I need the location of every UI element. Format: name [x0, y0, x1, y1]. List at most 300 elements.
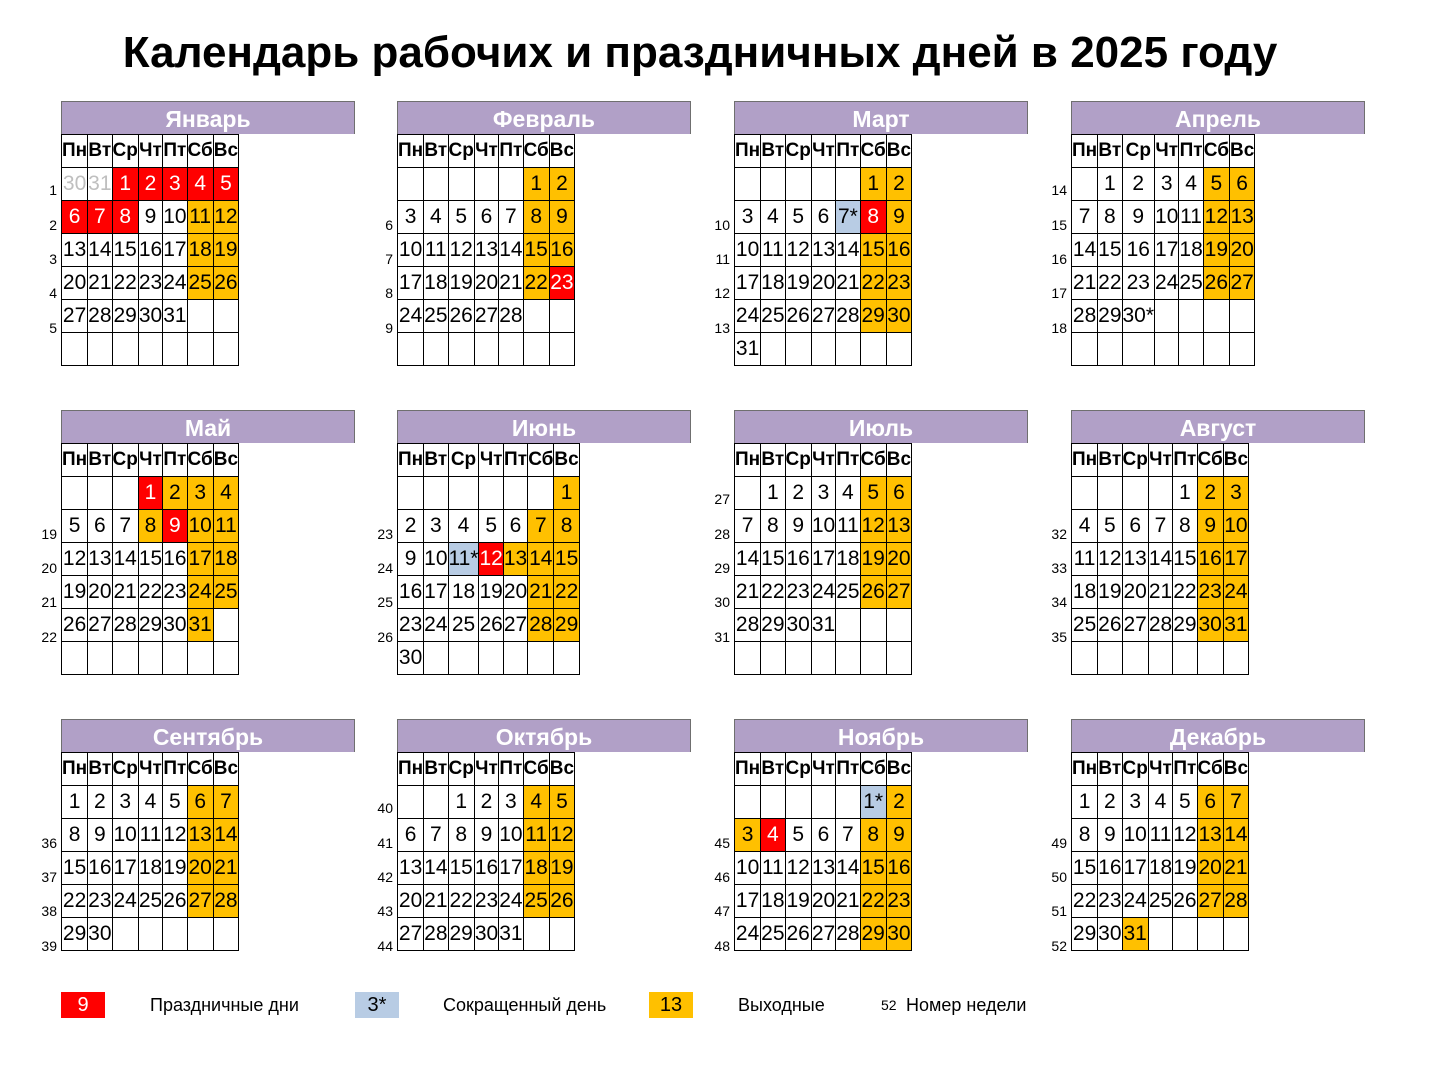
day-cell: 15	[523, 234, 549, 267]
day-cell: 14	[1223, 819, 1248, 852]
week-number: 27	[714, 491, 730, 508]
day-cell: 16	[138, 234, 162, 267]
week-number: 22	[41, 628, 57, 645]
day-cell: 17	[811, 543, 835, 576]
week-number: 37	[41, 868, 57, 885]
weekday-header: Вс	[886, 135, 911, 168]
day-cell: 30	[886, 300, 911, 333]
day-cell: 27	[811, 918, 835, 951]
day-cell: 28	[112, 609, 138, 642]
day-cell: 2	[549, 168, 574, 201]
week-row	[62, 609, 239, 642]
day-cell: 27	[62, 300, 88, 333]
legend-weekend-label: Выходные	[738, 995, 825, 1015]
week-row	[398, 300, 575, 333]
empty-cell	[1203, 333, 1229, 366]
weekday-header: Вс	[213, 135, 238, 168]
day-cell: 23	[1098, 885, 1122, 918]
day-cell: 29	[112, 300, 138, 333]
weekday-header: Вт	[1098, 444, 1122, 477]
day-cell: 22	[860, 885, 886, 918]
day-cell: 11	[761, 852, 785, 885]
day-cell: 19	[1098, 576, 1122, 609]
week-row	[1072, 477, 1249, 510]
weekday-header: Вс	[554, 444, 579, 477]
day-cell: 5	[1173, 786, 1197, 819]
day-cell: 31	[811, 609, 835, 642]
day-cell: 19	[1203, 234, 1229, 267]
day-cell: 28	[1223, 885, 1248, 918]
day-cell: 8	[554, 510, 579, 543]
empty-cell	[138, 333, 162, 366]
day-cell: 26	[549, 885, 574, 918]
week-number: 36	[41, 834, 57, 851]
empty-cell	[88, 333, 112, 366]
week-number: 7	[385, 250, 393, 267]
day-cell: 28	[88, 300, 112, 333]
day-cell: 23	[886, 267, 911, 300]
day-cell: 28	[836, 918, 860, 951]
day-cell: 21	[836, 267, 860, 300]
weekday-header: Пт	[836, 444, 860, 477]
empty-cell	[785, 168, 811, 201]
day-cell: 4	[761, 819, 785, 852]
week-number: 24	[377, 559, 393, 576]
empty-cell	[398, 333, 424, 366]
weekday-header: Ср	[112, 444, 138, 477]
month-grid	[734, 752, 912, 951]
day-cell: 6	[1122, 510, 1148, 543]
day-cell: 24	[424, 609, 448, 642]
day-cell: 8	[1173, 510, 1197, 543]
legend-holiday-label: Праздничные дни	[150, 995, 299, 1015]
day-cell: 17	[1122, 852, 1148, 885]
day-cell: 17	[499, 852, 523, 885]
day-cell: 24	[163, 267, 187, 300]
day-cell: 20	[62, 267, 88, 300]
day-cell: 18	[761, 267, 785, 300]
week-row	[398, 510, 580, 543]
empty-cell	[112, 642, 138, 675]
weekday-header: Пт	[1173, 753, 1197, 786]
day-cell: 2	[1197, 477, 1223, 510]
day-cell: 1	[761, 477, 785, 510]
day-cell: 13	[1197, 819, 1223, 852]
weekday-header: Сб	[523, 753, 549, 786]
day-cell: 26	[860, 576, 886, 609]
week-row	[1072, 576, 1249, 609]
day-cell: 14	[836, 852, 860, 885]
day-cell: 10	[1122, 819, 1148, 852]
day-cell: 11	[1179, 201, 1203, 234]
empty-cell	[860, 642, 886, 675]
day-cell: 12	[1203, 201, 1229, 234]
day-cell: 14	[424, 852, 448, 885]
empty-cell	[163, 918, 187, 951]
day-cell: 19	[479, 576, 503, 609]
empty-cell	[523, 300, 549, 333]
week-number: 50	[1051, 868, 1067, 885]
empty-cell	[398, 786, 424, 819]
empty-cell	[424, 786, 448, 819]
week-number: 35	[1051, 628, 1067, 645]
week-number: 20	[41, 559, 57, 576]
weekday-header-row	[735, 753, 912, 786]
week-number: 43	[377, 903, 393, 920]
day-cell: 19	[785, 885, 811, 918]
empty-cell	[886, 609, 911, 642]
day-cell: 4	[523, 786, 549, 819]
month-grid	[397, 752, 575, 951]
weekday-header: Пн	[1072, 444, 1098, 477]
day-cell: 9	[398, 543, 424, 576]
empty-cell	[479, 642, 503, 675]
empty-cell	[424, 333, 448, 366]
weekday-header: Вс	[886, 444, 911, 477]
weekday-header: Пт	[499, 753, 523, 786]
day-cell: 12	[163, 819, 187, 852]
day-cell: 30	[62, 168, 88, 201]
empty-cell	[1155, 300, 1179, 333]
weekday-header-row	[735, 444, 912, 477]
week-row	[62, 642, 239, 675]
day-cell: 7	[836, 819, 860, 852]
empty-cell	[448, 168, 474, 201]
empty-cell	[187, 642, 213, 675]
day-cell: 15	[62, 852, 88, 885]
legend-short-label: Сокращенный день	[443, 995, 607, 1015]
weekday-header-row	[62, 135, 239, 168]
week-row	[398, 333, 575, 366]
day-cell: 3	[112, 786, 138, 819]
weekday-header: Ср	[1122, 135, 1155, 168]
day-cell: 28	[735, 609, 761, 642]
week-number: 38	[41, 903, 57, 920]
day-cell: 12	[448, 234, 474, 267]
day-cell: 4	[187, 168, 213, 201]
day-cell: 4	[836, 477, 860, 510]
day-cell: 10	[735, 852, 761, 885]
legend-short-swatch: 3*	[355, 992, 399, 1018]
empty-cell	[1197, 642, 1223, 675]
week-row	[398, 477, 580, 510]
empty-cell	[549, 918, 574, 951]
empty-cell	[1223, 642, 1248, 675]
day-cell: 23	[1122, 267, 1155, 300]
weekday-header: Вс	[1223, 753, 1248, 786]
month-name: Апрель	[1071, 101, 1365, 134]
month-name: Июнь	[397, 410, 691, 443]
week-row	[398, 267, 575, 300]
weekday-header-row	[398, 135, 575, 168]
empty-cell	[448, 333, 474, 366]
day-cell: 14	[88, 234, 112, 267]
day-cell: 7	[112, 510, 138, 543]
weekday-header: Пн	[735, 444, 761, 477]
empty-cell	[62, 333, 88, 366]
day-cell: 11	[1148, 819, 1172, 852]
empty-cell	[836, 168, 860, 201]
day-cell: 16	[886, 852, 911, 885]
day-cell: 26	[62, 609, 88, 642]
day-cell: 5	[785, 201, 811, 234]
day-cell: 16	[474, 852, 498, 885]
empty-cell	[213, 300, 238, 333]
empty-cell	[1098, 642, 1122, 675]
day-cell: 3	[735, 201, 761, 234]
weekday-header: Сб	[860, 753, 886, 786]
week-row	[62, 918, 239, 951]
day-cell: 5	[1203, 168, 1229, 201]
day-cell: 21	[1223, 852, 1248, 885]
day-cell: 16	[398, 576, 424, 609]
day-cell: 30	[138, 300, 162, 333]
week-number: 33	[1051, 559, 1067, 576]
day-cell: 2	[88, 786, 112, 819]
day-cell: 2	[1098, 786, 1122, 819]
month-name: Август	[1071, 410, 1365, 443]
week-row	[735, 543, 912, 576]
day-cell: 20	[1122, 576, 1148, 609]
empty-cell	[187, 333, 213, 366]
weekday-header-row	[1072, 753, 1249, 786]
weekday-header: Вт	[761, 753, 785, 786]
month-grid	[734, 443, 912, 675]
day-cell: 11	[761, 234, 785, 267]
week-row	[1072, 786, 1249, 819]
empty-cell	[811, 642, 835, 675]
day-cell: 29	[138, 609, 162, 642]
empty-cell	[523, 333, 549, 366]
day-cell: 2	[474, 786, 498, 819]
day-cell: 26	[479, 609, 503, 642]
day-cell: 10	[735, 234, 761, 267]
day-cell: 24	[398, 300, 424, 333]
day-cell: 6	[398, 819, 424, 852]
day-cell: 8	[523, 201, 549, 234]
day-cell: 27	[1197, 885, 1223, 918]
day-cell: 15	[860, 234, 886, 267]
day-cell: 30	[785, 609, 811, 642]
day-cell: 31	[1122, 918, 1148, 951]
day-cell: 19	[785, 267, 811, 300]
weekday-header: Чт	[474, 135, 498, 168]
day-cell: 17	[398, 267, 424, 300]
empty-cell	[836, 786, 860, 819]
day-cell: 23	[886, 885, 911, 918]
day-cell: 25	[448, 609, 479, 642]
day-cell: 25	[187, 267, 213, 300]
week-number: 19	[41, 525, 57, 542]
weekday-header: Вт	[424, 444, 448, 477]
week-number: 46	[714, 868, 730, 885]
day-cell: 5	[549, 786, 574, 819]
day-cell: 24	[499, 885, 523, 918]
week-number: 14	[1051, 182, 1067, 199]
empty-cell	[62, 642, 88, 675]
day-cell: 2	[886, 786, 911, 819]
week-row	[1072, 267, 1255, 300]
week-number: 28	[714, 525, 730, 542]
week-row	[1072, 543, 1249, 576]
empty-cell	[503, 642, 527, 675]
weekday-header-row	[1072, 135, 1255, 168]
day-cell: 25	[1179, 267, 1203, 300]
day-cell: 5	[448, 201, 474, 234]
day-cell: 20	[474, 267, 498, 300]
day-cell: 9	[785, 510, 811, 543]
week-number: 29	[714, 559, 730, 576]
week-number: 52	[1051, 937, 1067, 954]
week-row	[398, 819, 575, 852]
week-row	[62, 852, 239, 885]
day-cell: 14	[1148, 543, 1172, 576]
weekday-header: Пн	[1072, 753, 1098, 786]
weekday-header: Чт	[138, 753, 162, 786]
week-row	[735, 819, 912, 852]
empty-cell	[528, 477, 554, 510]
day-cell: 16	[88, 852, 112, 885]
weekday-header: Вс	[549, 135, 574, 168]
weekday-header-row	[398, 444, 580, 477]
empty-cell	[523, 918, 549, 951]
day-cell: 13	[1122, 543, 1148, 576]
empty-cell	[1197, 918, 1223, 951]
day-cell: 2	[785, 477, 811, 510]
day-cell: 21	[213, 852, 238, 885]
month-grid	[734, 134, 912, 366]
day-cell: 27	[398, 918, 424, 951]
empty-cell	[860, 333, 886, 366]
day-cell: 2	[163, 477, 187, 510]
week-number: 40	[377, 800, 393, 817]
day-cell: 9	[474, 819, 498, 852]
weekday-header: Пт	[163, 753, 187, 786]
week-row	[62, 819, 239, 852]
weekday-header: Пт	[836, 135, 860, 168]
weekday-header: Вс	[1223, 444, 1248, 477]
day-cell: 23	[549, 267, 574, 300]
weekday-header: Чт	[811, 135, 835, 168]
day-cell: 14	[499, 234, 523, 267]
day-cell: 24	[735, 918, 761, 951]
weekday-header: Вс	[213, 753, 238, 786]
week-row	[62, 477, 239, 510]
week-number: 13	[714, 319, 730, 336]
day-cell: 25	[1148, 885, 1172, 918]
empty-cell	[1072, 168, 1098, 201]
day-cell: 28	[528, 609, 554, 642]
day-cell: 4	[1072, 510, 1098, 543]
weekday-header: Чт	[811, 753, 835, 786]
weekday-header-row	[1072, 444, 1249, 477]
week-number: 31	[714, 628, 730, 645]
day-cell: 25	[1072, 609, 1098, 642]
day-cell: 9	[1098, 819, 1122, 852]
week-number: 8	[385, 285, 393, 302]
weekday-header: Сб	[1197, 444, 1223, 477]
day-cell: 21	[88, 267, 112, 300]
day-cell: 19	[549, 852, 574, 885]
day-cell: 28	[1072, 300, 1098, 333]
day-cell: 27	[187, 885, 213, 918]
weekday-header: Пн	[1072, 135, 1098, 168]
weekday-header: Ср	[112, 753, 138, 786]
day-cell: 7	[424, 819, 448, 852]
week-number: 15	[1051, 216, 1067, 233]
week-row	[398, 201, 575, 234]
day-cell: 23	[138, 267, 162, 300]
day-cell: 28	[1148, 609, 1172, 642]
day-cell: 24	[112, 885, 138, 918]
day-cell: 22	[554, 576, 579, 609]
day-cell: 9	[138, 201, 162, 234]
empty-cell	[62, 477, 88, 510]
weekday-header: Пн	[398, 444, 424, 477]
day-cell: 5	[62, 510, 88, 543]
weekday-header-row	[62, 444, 239, 477]
day-cell: 29	[860, 918, 886, 951]
week-number: 44	[377, 937, 393, 954]
day-cell: 26	[1203, 267, 1229, 300]
empty-cell	[735, 477, 761, 510]
empty-cell	[398, 168, 424, 201]
day-cell: 16	[1098, 852, 1122, 885]
day-cell: 15	[448, 852, 474, 885]
weekday-header: Пт	[163, 135, 187, 168]
day-cell: 25	[836, 576, 860, 609]
day-cell: 29	[554, 609, 579, 642]
day-cell: 24	[1223, 576, 1248, 609]
day-cell: 4	[213, 477, 238, 510]
day-cell: 22	[860, 267, 886, 300]
day-cell: 8	[860, 819, 886, 852]
day-cell: 17	[735, 885, 761, 918]
day-cell: 13	[811, 852, 835, 885]
day-cell: 10	[1223, 510, 1248, 543]
day-cell: 27	[503, 609, 527, 642]
day-cell: 26	[213, 267, 238, 300]
empty-cell	[1072, 477, 1098, 510]
day-cell: 30	[1197, 609, 1223, 642]
day-cell: 27	[811, 300, 835, 333]
day-cell: 6	[62, 201, 88, 234]
day-cell: 29	[62, 918, 88, 951]
day-cell: 26	[785, 300, 811, 333]
day-cell: 21	[528, 576, 554, 609]
week-row	[1072, 852, 1249, 885]
empty-cell	[213, 609, 238, 642]
weekday-header: Сб	[1197, 753, 1223, 786]
day-cell: 28	[213, 885, 238, 918]
day-cell: 31	[735, 333, 761, 366]
empty-cell	[761, 168, 785, 201]
empty-cell	[735, 168, 761, 201]
empty-cell	[138, 642, 162, 675]
week-row	[62, 267, 239, 300]
day-cell: 10	[163, 201, 187, 234]
day-cell: 15	[761, 543, 785, 576]
week-number: 10	[714, 216, 730, 233]
day-cell: 21	[1148, 576, 1172, 609]
day-cell: 5	[163, 786, 187, 819]
day-cell: 18	[138, 852, 162, 885]
empty-cell	[1155, 333, 1179, 366]
month-grid	[1071, 752, 1249, 951]
day-cell: 9	[886, 201, 911, 234]
week-row	[735, 885, 912, 918]
day-cell: 28	[424, 918, 448, 951]
